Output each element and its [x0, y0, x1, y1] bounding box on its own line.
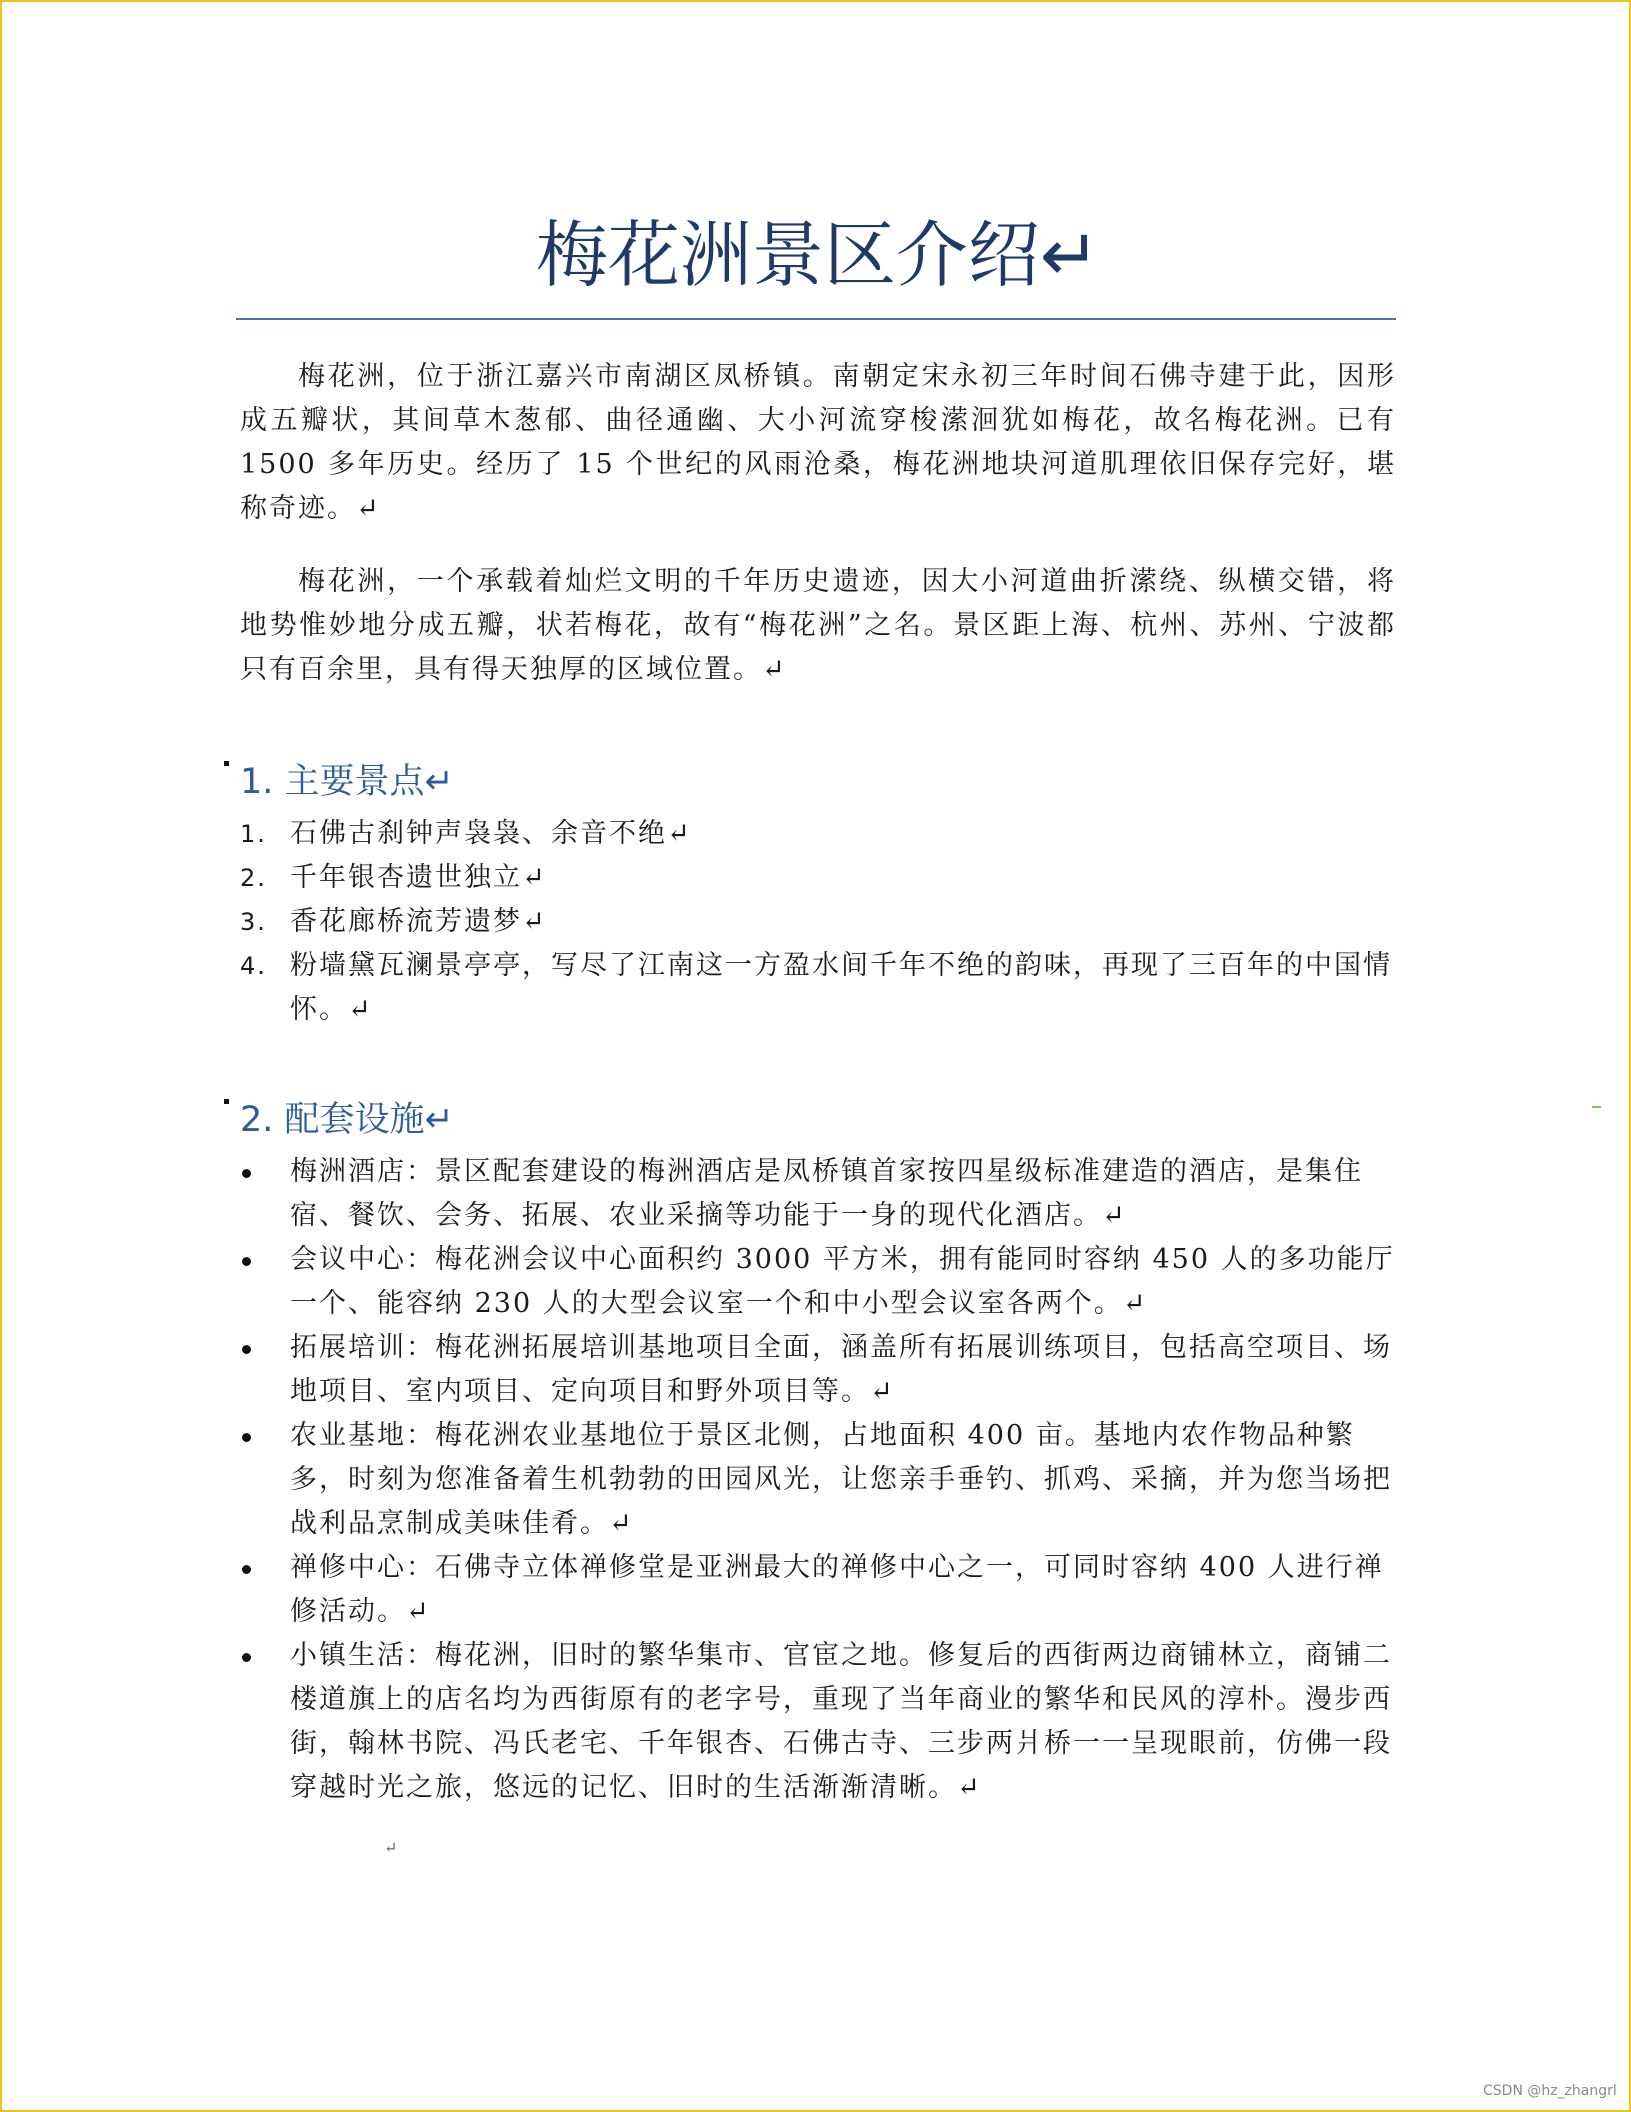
list-item	[240, 856, 1396, 900]
list-item	[240, 812, 1396, 856]
bullet-icon	[242, 1257, 251, 1266]
section-heading-text: 1. 主要景点↵	[240, 762, 454, 802]
title-underline	[236, 318, 1396, 320]
list-item-text: 粉墙黛瓦澜景亭亭，写尽了江南这一方盈水间千年不绝的韵味，再现了三百年的中国情怀。↵	[290, 950, 1392, 1025]
list-item-text: 禅修中心：石佛寺立体禅修堂是亚洲最大的禅修中心之一，可同时容纳 400 人进行禅修活动。↵	[290, 1552, 1384, 1627]
list-item-text: 会议中心：梅花洲会议中心面积约 3000 平方米，拥有能同时容纳 450 人的多功能厅一个、能容纳 230 人的大型会议室一个和中小型会议室各两个。↵	[290, 1244, 1395, 1319]
list-item	[240, 1414, 1396, 1546]
list-item	[240, 1238, 1396, 1326]
section-heading-facilities	[240, 1095, 454, 1145]
list-number: 2.	[240, 864, 267, 892]
bullet-icon	[242, 1169, 251, 1178]
attractions-list	[240, 812, 1396, 1032]
list-number: 1.	[240, 820, 267, 848]
list-number: 4.	[240, 952, 267, 980]
bullet-icon	[242, 1565, 251, 1574]
list-item	[240, 900, 1396, 944]
heading-marker	[224, 1099, 229, 1104]
watermark: CSDN @hz_zhangrl	[1483, 2083, 1617, 2099]
page-title: 梅花洲景区介绍↵	[535, 213, 1101, 297]
list-item	[240, 944, 1396, 1032]
list-item	[240, 1326, 1396, 1414]
intro-paragraph-1: 梅花洲，位于浙江嘉兴市南湖区凤桥镇。南朝定宋永初三年时间石佛寺建于此，因形成五瓣状，其间草木葱郁、曲径通幽、大小河流穿梭潆洄犹如梅花，故名梅花洲。已有 1500 多年历史。经历了 15 个世纪的风雨沧桑，梅花洲地块河道肌理依旧保存完好，堪称奇迹。↵	[240, 361, 1396, 524]
margin-marker	[1592, 1106, 1601, 1108]
list-item-text: 香花廊桥流芳遗梦↵	[290, 906, 547, 937]
bullet-icon	[242, 1433, 251, 1442]
list-item-text: 石佛古刹钟声袅袅、余音不绝↵	[290, 818, 692, 849]
list-number: 3.	[240, 908, 267, 936]
list-item	[240, 1634, 1396, 1810]
heading-marker	[224, 761, 229, 766]
list-item-text: 千年银杏遗世独立↵	[290, 862, 547, 893]
bullet-icon	[242, 1345, 251, 1354]
list-item-text: 梅洲酒店：景区配套建设的梅洲酒店是凤桥镇首家按四星级标准建造的酒店，是集住宿、餐饮、会务、拓展、农业采摘等功能于一身的现代化酒店。↵	[290, 1156, 1363, 1231]
bullet-icon	[242, 1653, 251, 1662]
section-heading-text: 2. 配套设施↵	[240, 1100, 454, 1140]
list-item	[240, 1150, 1396, 1238]
facilities-list	[240, 1150, 1396, 1810]
intro-paragraph-2: 梅花洲，一个承载着灿烂文明的千年历史遗迹，因大小河道曲折潆绕、纵横交错，将地势惟妙地分成五瓣，状若梅花，故有“梅花洲”之名。景区距上海、杭州、苏州、宁波都只有百余里，具有得天独厚的区域位置。↵	[240, 566, 1396, 685]
section-heading-attractions	[240, 757, 454, 807]
list-item-text: 农业基地：梅花洲农业基地位于景区北侧，占地面积 400 亩。基地内农作物品种繁多，时刻为您准备着生机勃勃的田园风光，让您亲手垂钓、抓鸡、采摘，并为您当场把战利品烹制成美味佳肴。↵	[290, 1420, 1392, 1539]
list-item	[240, 1546, 1396, 1634]
list-item-text: 小镇生活：梅花洲，旧时的繁华集市、官宦之地。修复后的西街两边商铺林立，商铺二楼道旗上的店名均为西街原有的老字号，重现了当年商业的繁华和民风的淳朴。漫步西街，翰林书院、冯氏老宅、千年银杏、石佛古寺、三步两爿桥一一呈现眼前，仿佛一段穿越时光之旅，悠远的记忆、旧时的生活渐渐清晰。↵	[290, 1640, 1392, 1803]
trailing-paragraph-mark: ↵	[384, 1838, 398, 1857]
list-item-text: 拓展培训：梅花洲拓展培训基地项目全面，涵盖所有拓展训练项目，包括高空项目、场地项目、室内项目、定向项目和野外项目等。↵	[290, 1332, 1392, 1407]
